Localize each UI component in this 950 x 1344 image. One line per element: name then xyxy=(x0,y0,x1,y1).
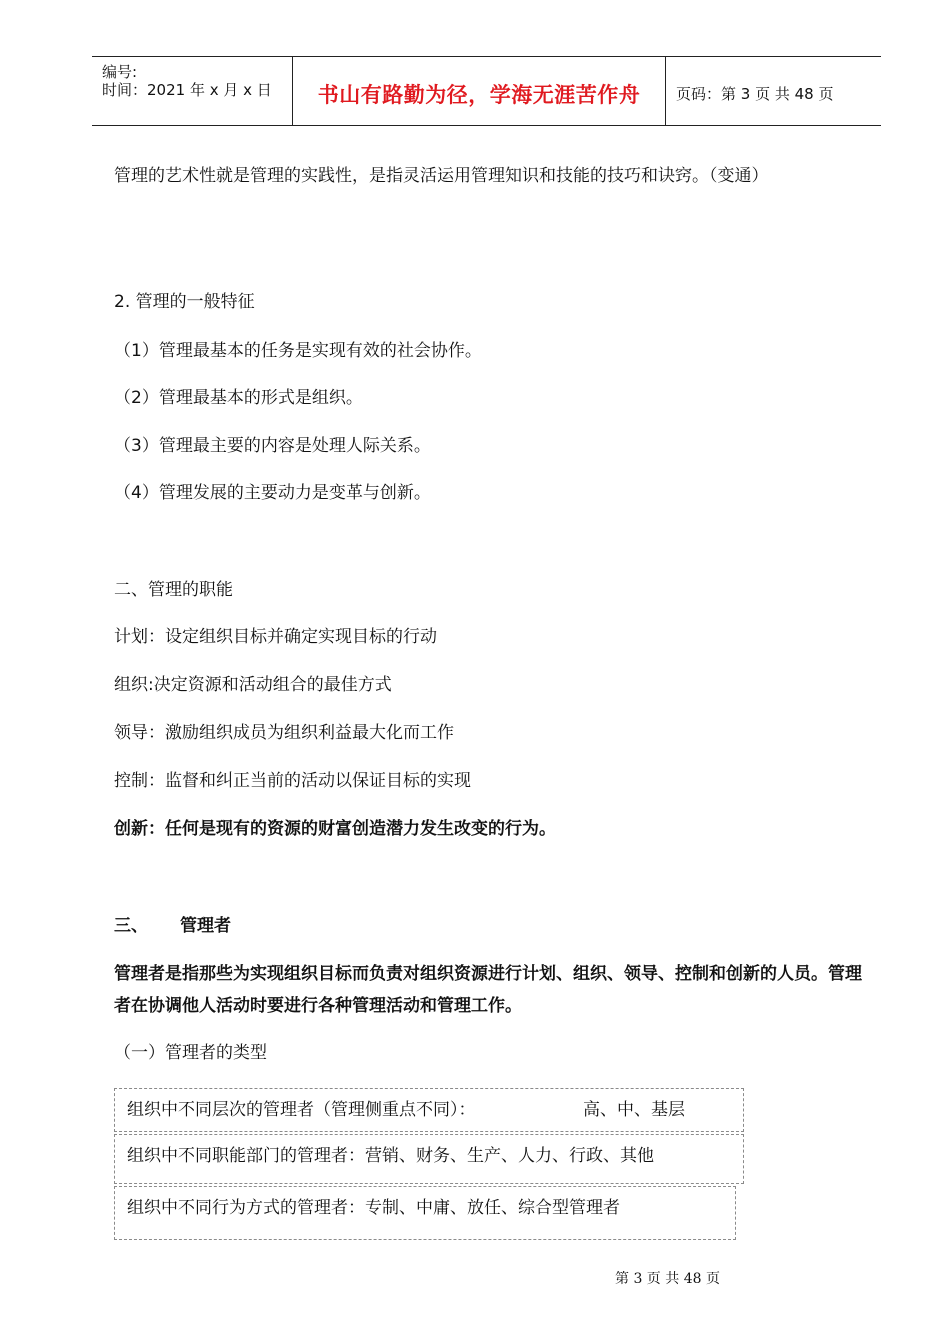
manager-type-box-functions xyxy=(114,1134,744,1184)
innovation-line: 创新：任何是现有的资源的财富创造潜力发生改变的行为。 xyxy=(114,819,556,839)
header-meta-cell xyxy=(92,57,293,125)
header-page-cell xyxy=(666,57,881,125)
art-paragraph: 管理的艺术性就是管理的实践性，是指灵活运用管理知识和技能的技巧和诀窍。（变通） xyxy=(114,166,769,186)
page-header xyxy=(92,56,881,126)
section-number-managers: 三、 xyxy=(114,916,148,936)
section-title-managers: 管理者 xyxy=(180,916,231,936)
document-time: 时间：2021 年 x 月 x 日 xyxy=(102,81,272,99)
function-item: 组织:决定资源和活动组合的最佳方式 xyxy=(114,675,392,695)
function-item: 计划：设定组织目标并确定实现目标的行动 xyxy=(114,627,437,647)
header-page-number: 页码：第 3 页 共 48 页 xyxy=(676,85,834,103)
function-item: 控制：监督和纠正当前的活动以保证目标的实现 xyxy=(114,771,471,791)
feature-item: （4）管理发展的主要动力是变革与创新。 xyxy=(114,483,431,503)
section-title-general-features: 2. 管理的一般特征 xyxy=(114,292,255,312)
header-motto: 书山有路勤为径，学海无涯苦作舟 xyxy=(317,83,641,107)
manager-type-box-levels xyxy=(114,1088,744,1132)
function-item: 领导：激励组织成员为组织利益最大化而工作 xyxy=(114,723,454,743)
document-number: 编号: xyxy=(102,63,138,81)
manager-type-box-behavior xyxy=(114,1186,736,1240)
feature-item: （3）管理最主要的内容是处理人际关系。 xyxy=(114,436,431,456)
manager-type-label: 组织中不同职能部门的管理者：营销、财务、生产、人力、行政、其他 xyxy=(127,1146,654,1166)
section-title-functions: 二、管理的职能 xyxy=(114,580,233,600)
feature-item: （1）管理最基本的任务是实现有效的社会协作。 xyxy=(114,341,482,361)
managers-definition: 管理者是指那些为实现组织目标而负责对组织资源进行计划、组织、领导、控制和创新的人员。管理者在协调他人活动时要进行各种管理活动和管理工作。 xyxy=(114,964,862,1016)
manager-type-value: 高、中、基层 xyxy=(583,1100,685,1120)
manager-type-label: 组织中不同层次的管理者（管理侧重点不同）： xyxy=(127,1100,476,1120)
feature-item: （2）管理最基本的形式是组织。 xyxy=(114,388,363,408)
manager-types-title: （一）管理者的类型 xyxy=(114,1043,267,1063)
page-footer: 第 3 页 共 48 页 xyxy=(615,1271,720,1287)
manager-type-label: 组织中不同行为方式的管理者：专制、中庸、放任、综合型管理者 xyxy=(127,1198,620,1218)
header-motto-cell xyxy=(293,57,666,125)
